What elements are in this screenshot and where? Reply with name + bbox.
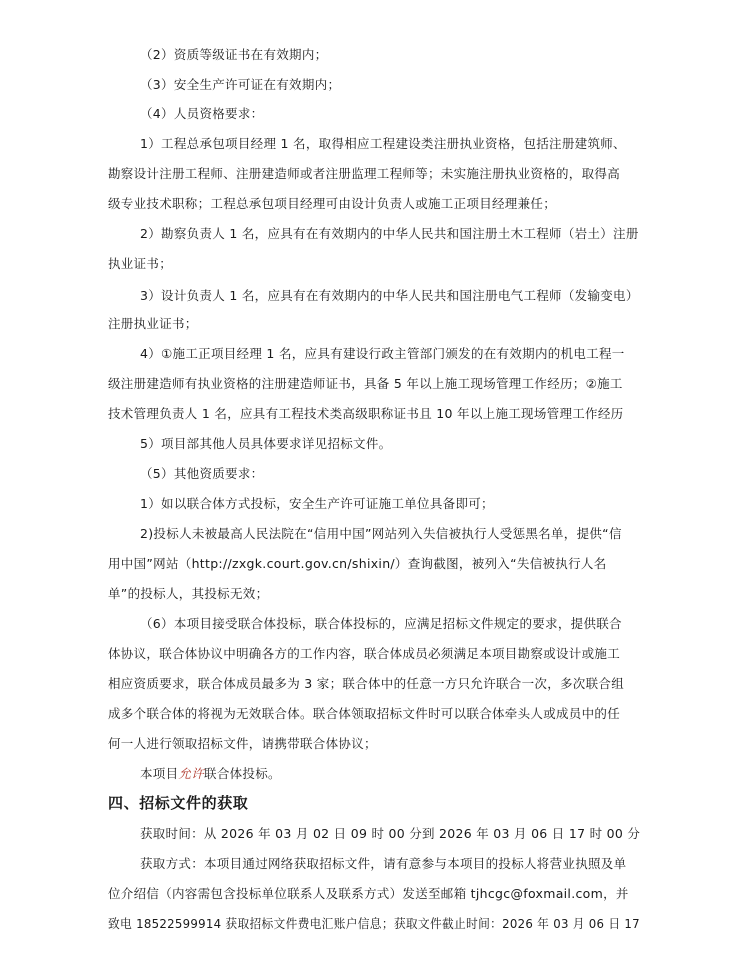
personnel-survey-line2: 执业证书；: [108, 256, 173, 271]
section-heading-obtain-documents: 四、招标文件的获取: [108, 794, 249, 812]
other-req-credit-line3: 单”的投标人，其投标无效；: [108, 586, 269, 601]
allowed-prefix: 本项目: [140, 766, 179, 781]
personnel-pm-line2: 勘察设计注册工程师、注册建造师或者注册监理工程师等；未实施注册执业资格的，取得高: [108, 166, 621, 181]
consortium-allowed-statement: [140, 764, 281, 784]
other-req-credit-line1: 2)投标人未被最高人民法院在“信用中国”网站列入失信被执行人受惩黑名单，提供“信: [140, 526, 622, 541]
obtain-method-line3: 致电 18522599914 获取招标文件费电汇账户信息；获取文件截止时间：2026 年 03 月 06 日 17: [108, 916, 640, 931]
consortium-line1: （6）本项目接受联合体投标，联合体投标的，应满足招标文件规定的要求，提供联合: [140, 616, 622, 631]
clause-qualification-cert: （2）资质等级证书在有效期内；: [140, 47, 328, 62]
consortium-line3: 相应资质要求，联合体成员最多为 3 家；联合体中的任意一方只允许联合一次，多次联合组: [108, 676, 625, 691]
personnel-construction-line1: 4）①施工正项目经理 1 名，应具有建设行政主管部门颁发的在有效期内的机电工程一: [140, 346, 625, 361]
personnel-construction-line3: 技术管理负责人 1 名，应具有工程技术类高级职称证书且 10 年以上施工现场管理工作经历: [108, 406, 624, 421]
consortium-line5: 何一人进行领取招标文件，请携带联合体协议；: [108, 736, 377, 751]
personnel-design-line1: 3）设计负责人 1 名，应具有在有效期内的中华人民共和国注册电气工程师（发输变电）: [140, 288, 639, 303]
clause-personnel-heading: （4）人员资格要求：: [140, 106, 264, 121]
clause-safety-permit: （3）安全生产许可证在有效期内；: [140, 77, 341, 92]
personnel-construction-line2: 级注册建造师有执业资格的注册建造师证书，具备 5 年以上施工现场管理工作经历；②施工: [108, 376, 623, 391]
consortium-line2: 体协议，联合体协议中明确各方的工作内容，联合体成员必须满足本项目勘察或设计或施工: [108, 646, 621, 661]
personnel-design-line2: 注册执业证书；: [108, 316, 198, 331]
obtain-method-line2: 位介绍信（内容需包含投标单位联系人及联系方式）发送至邮箱 tjhcgc@foxmail.com，并: [108, 886, 629, 901]
allowed-suffix: 联合体投标。: [204, 766, 281, 781]
personnel-pm-line3: 级专业技术职称；工程总承包项目经理可由设计负责人或施工正项目经理兼任；: [108, 196, 557, 211]
other-req-consortium-permit: 1）如以联合体方式投标，安全生产许可证施工单位具备即可；: [140, 496, 494, 511]
obtain-method-line1: 获取方式：本项目通过网络获取招标文件，请有意参与本项目的投标人将营业执照及单: [140, 856, 627, 871]
consortium-line4: 成多个联合体的将视为无效联合体。联合体领取招标文件时可以联合体牵头人或成员中的任: [108, 706, 621, 721]
obtain-time: 获取时间：从 2026 年 03 月 02 日 09 时 00 分到 2026 年 03 月 06 日 17 时 00 分: [140, 826, 641, 841]
personnel-survey-line1: 2）勘察负责人 1 名，应具有在有效期内的中华人民共和国注册土木工程师（岩土）注册: [140, 226, 639, 241]
clause-other-requirements: （5）其他资质要求：: [140, 466, 264, 481]
allowed-emphasis: 允许: [178, 766, 205, 781]
personnel-pm-line1: 1）工程总承包项目经理 1 名，取得相应工程建设类注册执业资格，包括注册建筑师、: [140, 136, 626, 151]
other-req-credit-line2: 用中国”网站（http://zxgk.court.gov.cn/shixin/）查询截图，被列入“失信被执行人名: [108, 556, 607, 571]
personnel-other: 5）项目部其他人员具体要求详见招标文件。: [140, 436, 392, 451]
